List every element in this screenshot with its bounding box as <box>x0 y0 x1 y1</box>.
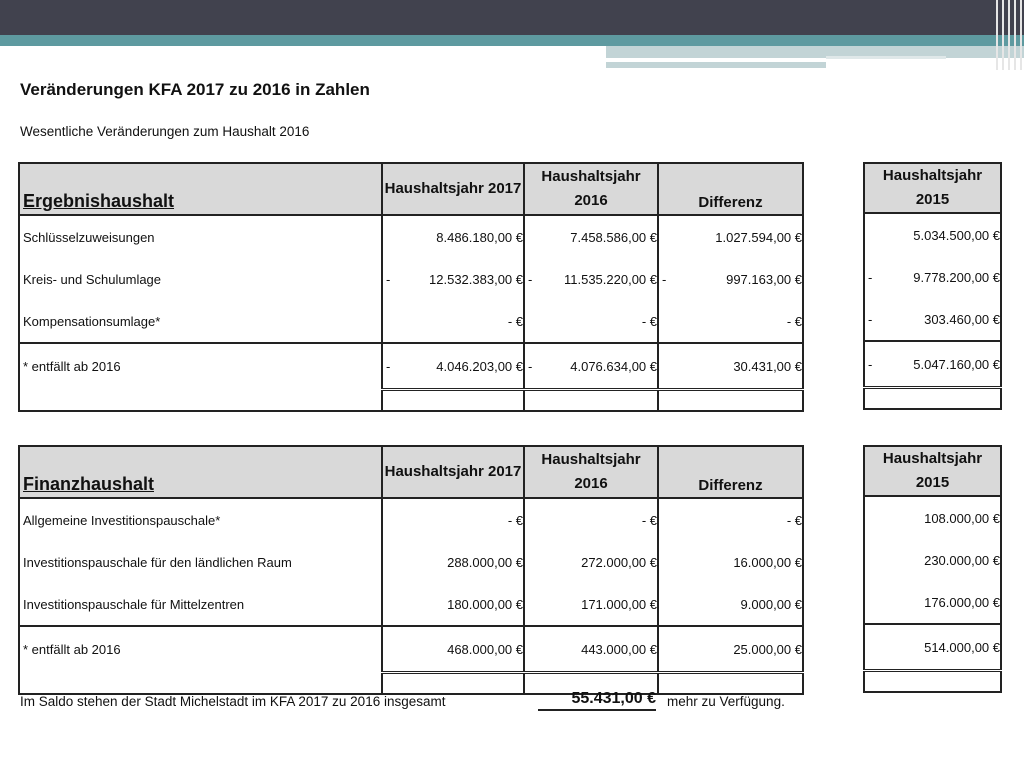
amount: 176.000,00 € <box>924 594 1000 610</box>
sign: - <box>528 358 533 374</box>
header-bar-light-thin <box>826 56 946 59</box>
header-stripes <box>994 0 1024 70</box>
footer-amount: 55.431,00 € <box>538 690 656 711</box>
value-2015 <box>864 298 1001 341</box>
value-2016 <box>524 300 658 343</box>
amount: 9.000,00 € <box>740 596 802 612</box>
value-2017 <box>382 258 524 300</box>
amount: - € <box>786 313 802 329</box>
finanz-2015-table <box>863 445 1002 693</box>
sum-row <box>864 341 1001 388</box>
table-row <box>19 541 803 583</box>
value-2017 <box>382 498 524 541</box>
value-2015 <box>864 539 1001 581</box>
value-2016 <box>524 583 658 626</box>
sum-diff <box>658 343 803 390</box>
value-diff <box>658 541 803 583</box>
value-2016 <box>524 541 658 583</box>
value-diff <box>658 498 803 541</box>
amount: 180.000,00 € <box>447 596 523 612</box>
sum-row <box>864 624 1001 671</box>
value-2017 <box>382 583 524 626</box>
value-diff <box>658 258 803 300</box>
sum-row <box>19 626 803 673</box>
amount: - € <box>786 512 802 528</box>
amount: 468.000,00 € <box>447 641 523 657</box>
header-bar-light <box>606 46 1024 58</box>
amount: 12.532.383,00 € <box>429 271 523 287</box>
amount: 1.027.594,00 € <box>715 229 802 245</box>
blank-row <box>19 673 803 695</box>
sign: - <box>386 271 391 287</box>
value-2015 <box>864 213 1001 256</box>
value-diff <box>658 583 803 626</box>
footer-suffix: mehr zu Verfügung. <box>667 694 785 709</box>
row-label: Investitionspauschale für den ländlichen Raum <box>23 554 292 570</box>
sign: - <box>528 271 533 287</box>
amount: 25.000,00 € <box>733 641 802 657</box>
amount: 171.000,00 € <box>581 596 657 612</box>
value-2015 <box>864 496 1001 539</box>
amount: 288.000,00 € <box>447 554 523 570</box>
sum-diff <box>658 626 803 673</box>
ergebnis-col-2017: Haushaltsjahr 2017 <box>382 163 524 215</box>
amount: 16.000,00 € <box>733 554 802 570</box>
sum-row <box>19 343 803 390</box>
amount: 9.778.200,00 € <box>913 269 1000 285</box>
amount: 230.000,00 € <box>924 552 1000 568</box>
page-subtitle: Wesentliche Veränderungen zum Haushalt 2016 <box>20 124 310 139</box>
row-label: Investitionspauschale für Mittelzentren <box>23 596 245 612</box>
table-row <box>864 539 1001 581</box>
amount: - € <box>641 512 657 528</box>
blank-row <box>864 388 1001 410</box>
value-2015 <box>864 256 1001 298</box>
table-row <box>19 300 803 343</box>
amount: 443.000,00 € <box>581 641 657 657</box>
header-bar-dark <box>0 0 1024 35</box>
amount: 108.000,00 € <box>924 510 1000 526</box>
table-row <box>864 256 1001 298</box>
header-bar-light-short <box>606 62 826 68</box>
finanz-col-diff: Differenz <box>658 446 803 498</box>
sum-2015 <box>864 341 1001 388</box>
sign: - <box>868 356 873 372</box>
value-diff <box>658 300 803 343</box>
table-row <box>864 581 1001 624</box>
sum-2016 <box>524 626 658 673</box>
row-label: Kreis- und Schulumlage <box>23 271 162 287</box>
finanz-title: Finanzhaushalt <box>19 446 382 498</box>
amount: 272.000,00 € <box>581 554 657 570</box>
amount: 4.046.203,00 € <box>436 358 523 374</box>
sign: - <box>868 269 873 285</box>
amount: 8.486.180,00 € <box>436 229 523 245</box>
ergebnis-2015-table <box>863 162 1002 410</box>
amount: 30.431,00 € <box>733 358 802 374</box>
amount: 7.458.586,00 € <box>570 229 657 245</box>
value-2015 <box>864 581 1001 624</box>
value-diff <box>658 215 803 258</box>
row-label: Allgemeine Investitionspauschale* <box>23 512 221 528</box>
footer-note: Im Saldo stehen der Stadt Michelstadt im KFA 2017 zu 2016 insgesamt <box>20 694 446 709</box>
amount: 4.076.634,00 € <box>570 358 657 374</box>
amount: 5.047.160,00 € <box>913 356 1000 372</box>
ergebnis-col-2016: Haushaltsjahr 2016 <box>524 163 658 215</box>
finanz-col-2015: Haushaltsjahr 2015 <box>864 446 1001 496</box>
finanz-table <box>18 445 804 695</box>
ergebnis-table <box>18 162 804 412</box>
table-row <box>19 215 803 258</box>
finanz-col-2016: Haushaltsjahr 2016 <box>524 446 658 498</box>
value-2016 <box>524 258 658 300</box>
page-title: Veränderungen KFA 2017 zu 2016 in Zahlen <box>20 80 370 99</box>
amount: 997.163,00 € <box>726 271 802 287</box>
amount: 5.034.500,00 € <box>913 227 1000 243</box>
value-2016 <box>524 498 658 541</box>
table-row <box>864 496 1001 539</box>
row-label: Schlüsselzuweisungen <box>23 229 155 245</box>
finanz-col-2017: Haushaltsjahr 2017 <box>382 446 524 498</box>
ergebnis-col-2015: Haushaltsjahr 2015 <box>864 163 1001 213</box>
sum-2016 <box>524 343 658 390</box>
table-row <box>19 258 803 300</box>
amount: - € <box>641 313 657 329</box>
table-row <box>864 298 1001 341</box>
header-bar-teal <box>0 35 1024 46</box>
amount: 11.535.220,00 € <box>563 271 657 287</box>
row-label: Kompensationsumlage* <box>23 313 161 329</box>
sum-label: * entfällt ab 2016 <box>19 343 382 390</box>
table-row <box>864 213 1001 256</box>
ergebnis-title: Ergebnishaushalt <box>19 163 382 215</box>
amount: - € <box>507 313 523 329</box>
sign: - <box>386 358 391 374</box>
sum-2017 <box>382 343 524 390</box>
blank-row <box>19 390 803 412</box>
sum-label: * entfällt ab 2016 <box>19 626 382 673</box>
table-row <box>19 498 803 541</box>
sign: - <box>662 271 667 287</box>
sum-2017 <box>382 626 524 673</box>
blank-row <box>864 671 1001 693</box>
amount: 514.000,00 € <box>924 639 1000 655</box>
amount: 303.460,00 € <box>924 311 1000 327</box>
value-2016 <box>524 215 658 258</box>
value-2017 <box>382 541 524 583</box>
sum-2015 <box>864 624 1001 671</box>
sign: - <box>868 311 873 327</box>
amount: - € <box>507 512 523 528</box>
table-row <box>19 583 803 626</box>
value-2017 <box>382 300 524 343</box>
ergebnis-col-diff: Differenz <box>658 163 803 215</box>
value-2017 <box>382 215 524 258</box>
